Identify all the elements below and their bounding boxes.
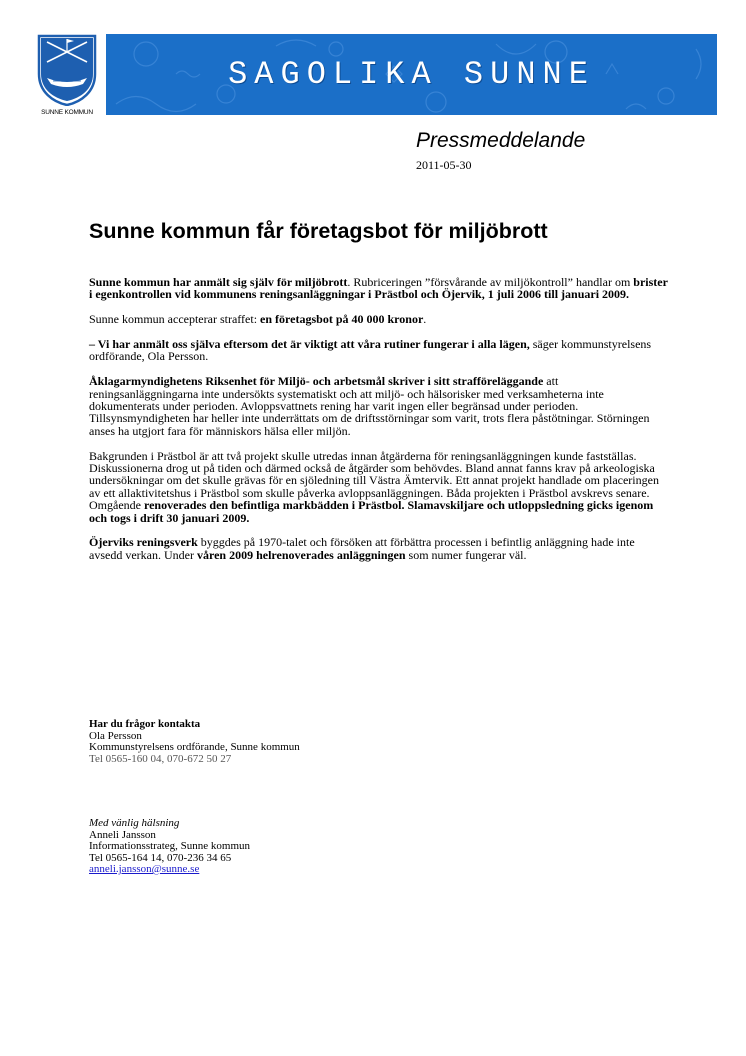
email-link[interactable]: anneli.jansson@sunne.se [89, 863, 200, 875]
contact-block [89, 719, 300, 765]
paragraph-background [89, 450, 669, 524]
signoff-greeting: Med vänlig hälsning [89, 817, 180, 829]
paragraph-penalty [89, 313, 669, 325]
emphasis: brister i egenkontrollen vid kommunens reningsanläggningar i Prästbol och Öjervik, 1 juli 2006 till januari 2009. [89, 275, 668, 302]
text: byggdes på 1970-talet och försöken att förbättra processen i befintlig anläggning hade inte avsedd verkan. Under [89, 535, 635, 562]
paragraph-ojervik [89, 536, 669, 561]
emphasis: renoverades den befintliga markbädden i Prästbol. Slamavskiljare och utloppsledning gicks igenom och togs i drift 30 januari 2009. [89, 498, 654, 525]
contact-phone: Tel 0565-160 04, 070-672 50 27 [89, 752, 232, 765]
press-release-body [89, 276, 669, 574]
page-title: Sunne kommun får företagsbot för miljöbrott [89, 219, 548, 243]
contact-role: Kommunstyrelsens ordförande, Sunne kommun [89, 741, 300, 753]
text: . [423, 312, 427, 327]
emphasis: Åklagarmyndighetens Riksenhet för Miljö- och arbetsmål skriver i sitt strafföreläggande [89, 374, 544, 389]
municipality-logo [33, 34, 101, 118]
signoff-role: Informationsstrateg, Sunne kommun [89, 840, 251, 852]
contact-name: Ola Persson [89, 729, 142, 742]
text: säger kommunstyrelsens ordförande, Ola Persson. [89, 337, 652, 364]
banner-title: SAGOLIKA SUNNE [228, 56, 595, 93]
emphasis: en företagsbot på 40 000 kronor [260, 312, 424, 327]
emphasis: Sunne kommun har anmält sig själv för miljöbrott [89, 275, 348, 289]
crest-icon [37, 34, 97, 106]
text: . Rubriceringen ”försvårande av miljökontroll” handlar om [347, 275, 634, 289]
header-banner [106, 34, 717, 115]
signoff-phone: Tel 0565-164 14, 070-236 34 65 [89, 851, 232, 864]
paragraph-quote [89, 338, 669, 363]
paragraph-prosecutor [89, 375, 669, 437]
text: Sunne kommun accepterar straffet: [89, 312, 261, 327]
paragraph-intro [89, 276, 669, 301]
text: att reningsanläggningarna inte undersökts systematiskt och att miljö- och hälsorisker med verksamheterna inte dokumenterats under perioden. Avloppsvattnets rening har varit ingen eller begränsad under perioden. Tillsynsmyndigheten har heller inte underrättats om de driftsstörningar som varit, trots flera påstötningar. Störningen anses ha utgjort fara för människors hälsa eller miljön. [89, 374, 650, 438]
contact-heading: Har du frågor kontakta [89, 718, 201, 730]
signoff-name: Anneli Jansson [89, 828, 156, 841]
text: Bakgrunden i Prästbol är att två projekt skulle utredas innan åtgärderna för reningsanläggningen kunde fastställas. Diskussionerna drog ut på tiden och därmed också de åtgärder som behövdes. Bland annat fanns krav på arkeologiska undersökningar om det skulle grävas för en sjöledning till Västra Ämtervik. Ett annat projekt handlade om placeringen av ett allaktivitetshus i Prästbol som skulle påverka avloppsanläggningen. Båda projekten i Prästbol avskrevs senare. Omgående [89, 448, 659, 513]
signoff-block [89, 818, 250, 876]
text: som numer fungerar väl. [405, 547, 527, 562]
crest-caption: SUNNE KOMMUN [41, 109, 93, 116]
document-date: 2011-05-30 [416, 158, 472, 172]
document-type-label: Pressmeddelande [416, 129, 586, 152]
emphasis: – Vi har anmält oss själva eftersom det är viktigt att våra rutiner fungerar i alla lägen, [89, 337, 530, 351]
emphasis: våren 2009 helrenoverades anläggningen [196, 547, 406, 562]
emphasis: Öjerviks reningsverk [89, 535, 198, 550]
